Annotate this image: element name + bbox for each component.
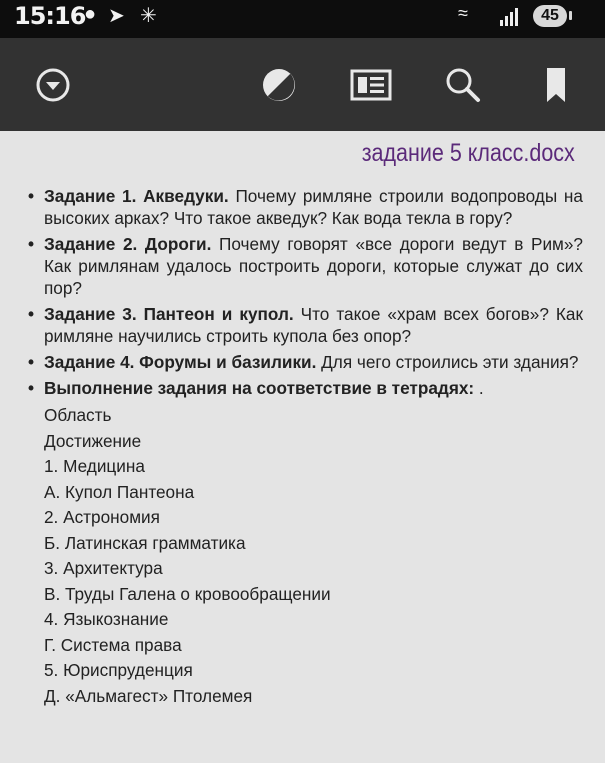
task-text: . (474, 378, 484, 398)
status-bar (0, 0, 605, 38)
toolbar (0, 38, 605, 131)
status-time: 15:16 (14, 2, 86, 30)
task-item (28, 233, 583, 299)
task-item (28, 351, 583, 373)
matching-line: 1. Медицина (44, 456, 145, 476)
matching-line: Д. «Альмагест» Птолемея (44, 685, 253, 706)
task-heading: Выполнение задания на соответствие в тетрадях: (44, 378, 475, 398)
task-item (28, 303, 583, 347)
matching-line: Б. Латинская грамматика (44, 532, 246, 553)
matching-line: 5. Юриспруденция (44, 660, 193, 680)
matching-line: Область (44, 405, 112, 425)
task-heading: Задание 1. Акведуки. (44, 186, 229, 206)
matching-line: Достижение (44, 430, 142, 451)
matching-line: В. Труды Галена о кровообращении (44, 583, 331, 604)
document-title: задание 5 класс.docx (361, 139, 575, 167)
task-text: Что такое «храм всех богов»? Как римляне научились строить купола без опор? (44, 304, 583, 346)
sparkle-icon: ✳ (140, 5, 157, 27)
task-text: Почему говорят «все дороги ведут в Рим»? Как римлянам удалось построить дороги, которые служат до сих пор? (44, 234, 583, 298)
matching-line: Г. Система права (44, 634, 182, 655)
contrast-icon[interactable] (256, 62, 302, 108)
task-heading: Задание 2. Дороги. (44, 234, 212, 254)
bookmark-icon[interactable] (533, 62, 579, 108)
signal-icon (500, 8, 520, 26)
matching-line: 3. Архитектура (44, 558, 163, 578)
task-text: Почему римляне строили водопроводы на высоких арках? Что такое акведук? Как вода текла в гору? (44, 186, 583, 228)
wifi-icon: ≈ (458, 3, 468, 23)
search-icon[interactable] (440, 62, 486, 108)
document-body (28, 185, 583, 709)
task-item (28, 185, 583, 229)
task-item (28, 377, 583, 399)
task-heading: Задание 4. Форумы и базилики. (44, 352, 317, 372)
notification-icon: ● (84, 3, 97, 25)
battery-nub (569, 11, 572, 20)
battery-icon: 45 (533, 5, 567, 27)
reading-view-icon[interactable] (348, 62, 394, 108)
task-text: Для чего строились эти здания? (316, 352, 579, 372)
dropdown-circle-icon[interactable] (30, 62, 76, 108)
document-page (0, 131, 605, 763)
task-heading: Задание 3. Пантеон и купол. (44, 304, 294, 324)
matching-line: А. Купол Пантеона (44, 481, 195, 502)
matching-line: 2. Астрономия (44, 507, 160, 527)
notification-icon: ➤ (108, 5, 125, 27)
matching-line: 4. Языкознание (44, 609, 169, 629)
